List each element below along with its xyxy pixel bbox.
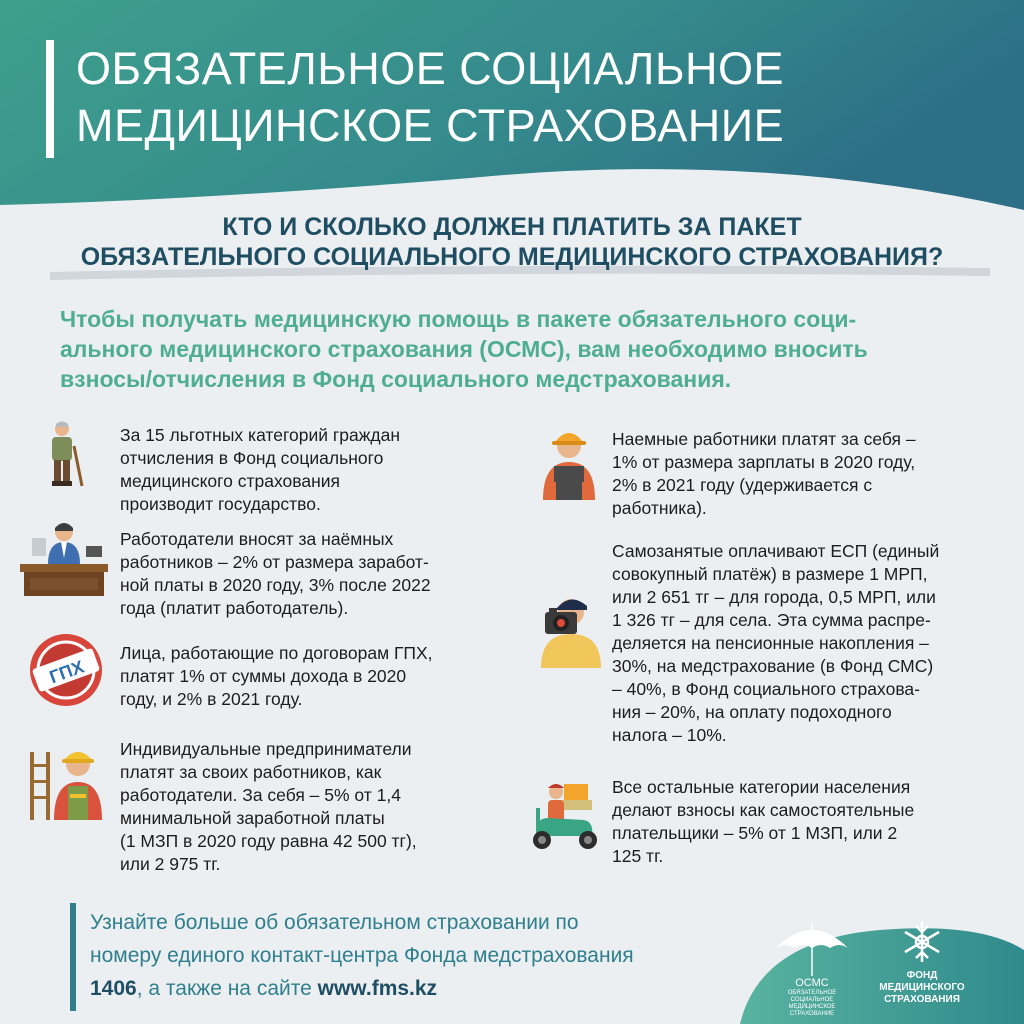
photographer-icon	[535, 592, 605, 668]
right-item-2-line-2: совокупный платёж) в размере 1 МРП,	[612, 564, 928, 584]
left-item-2-line-2: работников – 2% от размера заработ-	[120, 552, 429, 572]
hired-worker-icon	[540, 422, 598, 502]
left-item-3-text	[120, 642, 500, 711]
osms-logo-caption: ОБЯЗАТЕЛЬНОЕ СОЦИАЛЬНОЕ МЕДИЦИНСКОЕ СТРАХОВАНИЕ	[787, 990, 837, 1017]
fms-snowflake-logo	[898, 918, 946, 966]
subtitle-line-2: ОБЯЗАТЕЛЬНОГО СОЦИАЛЬНОГО МЕДИЦИНСКОГО СТРАХОВАНИЯ?	[80, 243, 944, 271]
footer-line-2: номеру единого контакт-центра Фонда медстрахования	[90, 944, 634, 967]
right-item-1-line-1: Наемные работники платят за себя –	[612, 429, 916, 449]
right-item-2-line-6: 30%, на медстрахование (в Фонд СМС)	[612, 656, 934, 676]
left-item-3-line-1: Лица, работающие по договорам ГПХ,	[120, 643, 433, 663]
fms-logo-caption	[868, 970, 976, 1006]
left-item-1-line-2: отчисления в Фонд социального	[120, 448, 384, 468]
page-title	[76, 40, 784, 154]
footer-contact-text	[90, 906, 750, 1005]
right-item-2-line-4: 1 326 тг – для села. Эта сумма распре-	[612, 610, 931, 630]
left-item-3-line-3: году, и 2% в 2021 году.	[120, 689, 303, 709]
right-item-3-text	[612, 776, 1012, 868]
intro-line-3: взносы/отчисления в Фонд социального медстрахования.	[60, 366, 732, 392]
left-item-1-line-4: производит государство.	[120, 494, 321, 514]
left-item-4-line-1: Индивидуальные предприниматели	[120, 739, 412, 759]
entrepreneur-worker-icon	[30, 742, 110, 822]
fms-logo-line-2: МЕДИЦИНСКОГО	[879, 982, 965, 993]
intro-line-2: ального медицинского страхования (ОСМС), вам необходимо вносить	[60, 336, 868, 362]
intro-line-1: Чтобы получать медицинскую помощь в пакете обязательного соци-	[60, 306, 857, 332]
fms-logo-line-3: СТРАХОВАНИЯ	[884, 994, 960, 1005]
employer-desk-icon	[20, 518, 108, 598]
right-item-2-line-8: ния – 20%, на оплату подоходного	[612, 702, 892, 722]
right-item-2-line-9: налога – 10%.	[612, 725, 727, 745]
right-item-2-line-1: Самозанятые оплачивают ЕСП (единый	[612, 541, 940, 561]
right-item-2-line-7: – 40%, в Фонд социального страхова-	[612, 679, 920, 699]
right-item-3-line-2: делают взносы как самостоятельные	[612, 800, 915, 820]
right-item-2-text	[612, 540, 1016, 747]
left-item-2-text	[120, 528, 500, 620]
left-item-1-line-1: За 15 льготных категорий граждан	[120, 425, 401, 445]
right-item-1-line-2: 1% от размера зарплаты в 2020 году,	[612, 452, 916, 472]
title-line-1: ОБЯЗАТЕЛЬНОЕ СОЦИАЛЬНОЕ	[76, 43, 785, 94]
gph-icon-label: ГПХ	[46, 656, 87, 688]
left-item-3-line-2: платят 1% от суммы дохода в 2020	[120, 666, 407, 686]
right-item-3-line-1: Все остальные категории населения	[612, 777, 911, 797]
section-subtitle	[0, 212, 1024, 272]
left-item-4-line-4: минимальной заработной платы	[120, 808, 385, 828]
right-item-2-line-3: или 2 651 тг – для города, 0,5 МРП, или	[612, 587, 936, 607]
footer-accent-bar	[70, 903, 76, 1011]
elderly-man-icon	[38, 420, 88, 488]
footer-line-3-middle: , а также на сайте	[136, 977, 318, 1000]
left-item-1-text	[120, 424, 490, 516]
right-item-3-line-3: плательщики – 5% от 1 МЗП, или 2	[612, 823, 898, 843]
title-accent-bar	[46, 40, 54, 158]
osms-umbrella-logo	[772, 918, 852, 990]
left-item-4-line-2: платят за своих работников, как	[120, 762, 382, 782]
right-item-1-text	[612, 428, 1012, 520]
left-item-2-line-4: года (платит работодатель).	[120, 598, 349, 618]
subtitle-line-1: КТО И СКОЛЬКО ДОЛЖЕН ПЛАТИТЬ ЗА ПАКЕТ	[222, 213, 802, 241]
left-item-2-line-3: ной платы в 2020 году, 3% после 2022	[120, 575, 431, 595]
intro-paragraph	[60, 304, 980, 394]
gph-contract-icon	[26, 630, 106, 710]
title-line-2: МЕДИЦИНСКОЕ СТРАХОВАНИЕ	[76, 100, 785, 151]
left-item-4-text	[120, 738, 500, 876]
right-item-2-line-5: деляется на пенсионные накопления –	[612, 633, 929, 653]
left-item-4-line-6: или 2 975 тг.	[120, 854, 221, 874]
left-item-4-line-3: работодатели. За себя – 5% от 1,4	[120, 785, 401, 805]
right-item-1-line-4: работника).	[612, 498, 707, 518]
contact-phone-number[interactable]: 1406	[90, 977, 137, 1000]
footer-line-1: Узнайте больше об обязательном страховании по	[90, 911, 579, 934]
right-item-1-line-3: 2% в 2021 году (удерживается с	[612, 475, 873, 495]
left-item-2-line-1: Работодатели вносят за наёмных	[120, 529, 394, 549]
website-link[interactable]: www.fms.kz	[317, 977, 438, 1000]
left-item-4-line-5: (1 МЗП в 2020 году равна 42 500 тг),	[120, 831, 417, 851]
osms-logo-mark: ОСМС	[795, 977, 829, 989]
scooter-courier-icon	[524, 778, 604, 852]
right-item-3-line-4: 125 тг.	[612, 846, 664, 866]
fms-logo-line-1: ФОНД	[906, 970, 938, 981]
left-item-1-line-3: медицинского страхования	[120, 471, 341, 491]
